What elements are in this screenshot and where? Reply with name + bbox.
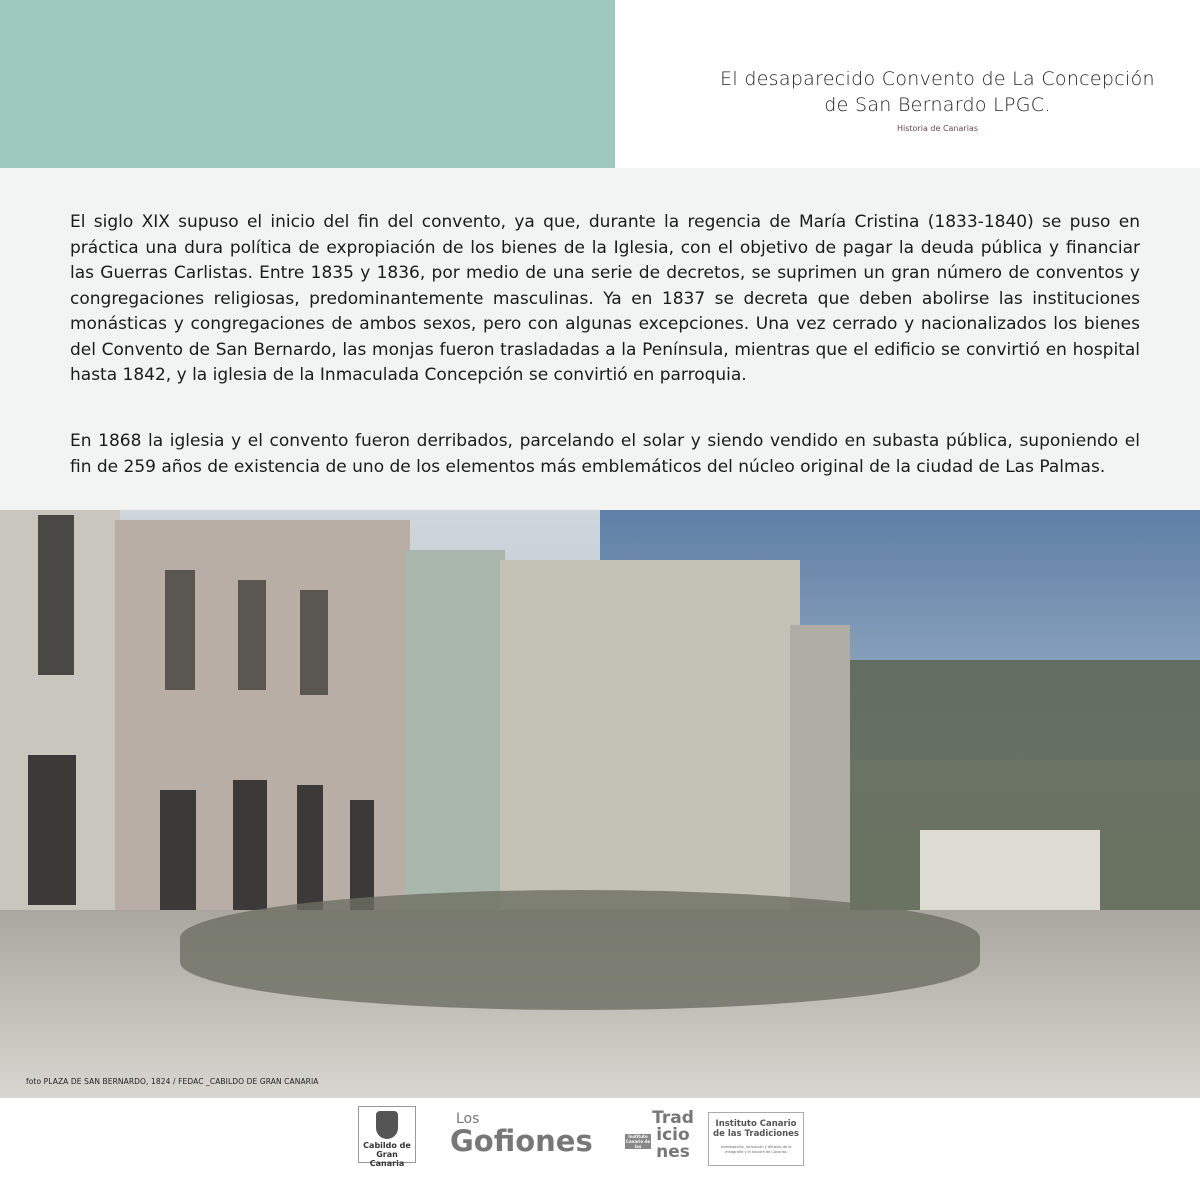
window	[300, 590, 328, 695]
gofiones-small: Los	[456, 1111, 480, 1127]
text-area	[0, 168, 1200, 510]
title-line-2: de San Bernardo LPGC.	[824, 94, 1051, 116]
title-box	[615, 0, 1200, 168]
sponsor-logos	[0, 1098, 1200, 1200]
title-line-1: El desaparecido Convento de La Concepción	[720, 68, 1155, 90]
historic-photo	[0, 510, 1200, 1098]
doorway	[297, 785, 323, 910]
building	[790, 625, 850, 925]
window	[165, 570, 195, 690]
gofiones-logo	[450, 1112, 600, 1156]
teal-header-block	[0, 0, 615, 168]
page-title	[615, 66, 1200, 118]
coat-of-arms-icon	[376, 1111, 398, 1139]
doorway	[28, 755, 76, 905]
doorway	[160, 790, 196, 920]
garden-fence	[180, 890, 980, 1010]
doorway	[350, 800, 374, 910]
tradiciones-label: Tradiciones	[652, 1108, 694, 1162]
distant-building	[920, 830, 1100, 920]
paragraph-1: El siglo XIX supuso el inicio del fin del convento, ya que, durante la regencia de María Cristina (1833-1840) se puso en práctica una dura política de expropiación de los bienes de la Iglesia, con el objetivo de pagar la deuda pública y financiar las Guerras Carlistas. Entre 1835 y 1836, por medio de una serie de decretos, se suprimen un gran número de conventos y congregaciones religiosas, predominantemente masculinas. Ya en 1837 se decreta que deben abolirse las instituciones monásticas y congregaciones de ambos sexos, pero con algunas excepciones. Una vez cerrado y nacionalizados los bienes del Convento de San Bernardo, las monjas fueron trasladadas a la Península, mientras que el edificio se convirtió en hospital hasta 1842, y la iglesia de la Inmaculada Concepción se convirtió en parroquia.	[70, 212, 1140, 385]
page-subtitle: Historia de Canarias	[897, 124, 978, 133]
cabildo-label: Cabildo de Gran Canaria	[363, 1141, 411, 1168]
tradiciones-badge: Instituto Canario de las	[625, 1134, 651, 1149]
photo-caption: foto PLAZA DE SAN BERNARDO, 1824 / FEDAC _CABILDO DE GRAN CANARIA	[26, 1077, 319, 1086]
gofiones-label: Gofiones	[450, 1124, 593, 1158]
building	[405, 550, 505, 930]
instituto-logo	[708, 1112, 804, 1166]
window	[238, 580, 266, 690]
cabildo-logo	[358, 1106, 416, 1168]
doorway	[233, 780, 267, 915]
paragraph-2: En 1868 la iglesia y el convento fueron derribados, parcelando el solar y siendo vendido en subasta pública, suponiendo el fin de 259 años de existencia de uno de los elementos más emblemáticos del núcleo original de la ciudad de Las Palmas.	[70, 431, 1140, 477]
instituto-title: Instituto Canario de las Tradiciones	[713, 1119, 799, 1139]
tradiciones-logo	[625, 1110, 695, 1176]
window	[38, 515, 74, 675]
instituto-subtitle: Investigación, formación y difusión de la etnografía y el folclore de Canarias	[720, 1145, 792, 1154]
building	[500, 560, 800, 930]
